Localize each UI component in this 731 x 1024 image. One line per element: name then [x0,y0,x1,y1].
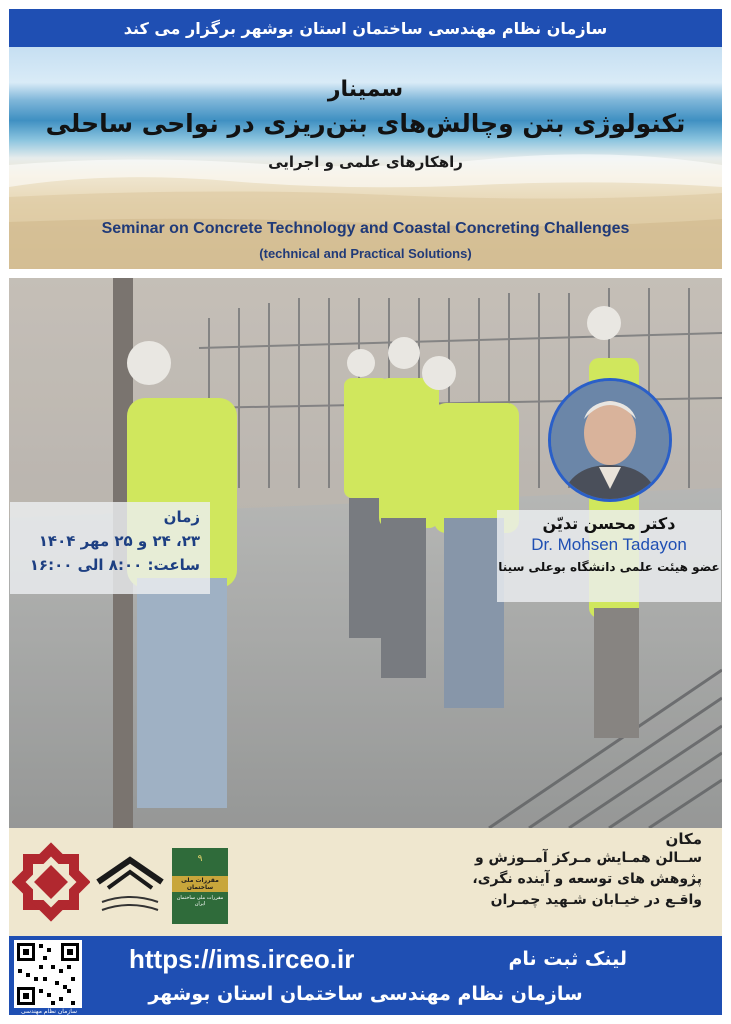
seminar-title-en: Seminar on Concrete Technology and Coastal Concreting Challenges [101,220,630,237]
venue-section [9,828,722,936]
schedule-dates: ۲۳، ۲۴ و ۲۵ مهر ۱۴۰۴ [38,532,200,550]
qr-caption: سازمان نظام مهندسی ساختمان [20,1008,78,1022]
speaker-name-en: Dr. Mohsen Tadayon [531,535,687,554]
venue-info [372,830,702,911]
footer-org-name: سازمان نظام مهندسی ساختمان استان بوشهر [148,983,583,1005]
speaker-role: عضو هیئت علمی دانشگاه بوعلی سینا [498,560,720,574]
engineering-org-logo-icon [94,846,166,926]
venue-line: پژوهش های توسعه و آینده نگری، [472,871,702,887]
hero-section [9,47,722,269]
registration-label: لینک ثبت نام [508,948,627,970]
venue-heading: مکان [665,830,702,848]
seminar-subtitle: راهکارهای علمی و اجرایی [268,153,463,171]
speaker-name-fa: دکتر محسن تدیّن [542,514,676,533]
speaker-box [497,510,721,602]
book-subtitle: مقررات ملی ساختمان ایران [176,895,224,907]
schedule-heading: زمان [163,508,200,526]
speaker-portrait [548,378,672,502]
speaker-photo [551,381,669,499]
organizer-line: سازمان نظام مهندسی ساختمان استان بوشهر برگزار می کند [123,18,608,38]
seminar-title: تکنولوژی بتن وچالش‌های بتن‌ریزی در نواحی ساحلی [45,109,686,138]
university-star-logo-icon [12,842,90,922]
top-banner [9,9,722,47]
schedule-box [10,502,210,594]
seminar-label: سمینار [327,77,404,102]
seminar-subtitle-en: (technical and Practical Solutions) [259,246,472,261]
book-emblem: ۹ [197,854,203,864]
venue-line: ســالن همـایش مـرکز آمــوزش و [474,850,702,866]
book-title: مقررات ملی ساختمان [172,876,228,892]
registration-url-link[interactable]: https://ims.irceo.ir [129,944,355,974]
footer [9,936,722,1022]
building-code-book-icon [172,848,228,924]
schedule-hours: ساعت: ۸:۰۰ الی ۱۶:۰۰ [29,556,200,574]
venue-line: واقـع در خیـابان شـهید چمـران [490,892,702,908]
